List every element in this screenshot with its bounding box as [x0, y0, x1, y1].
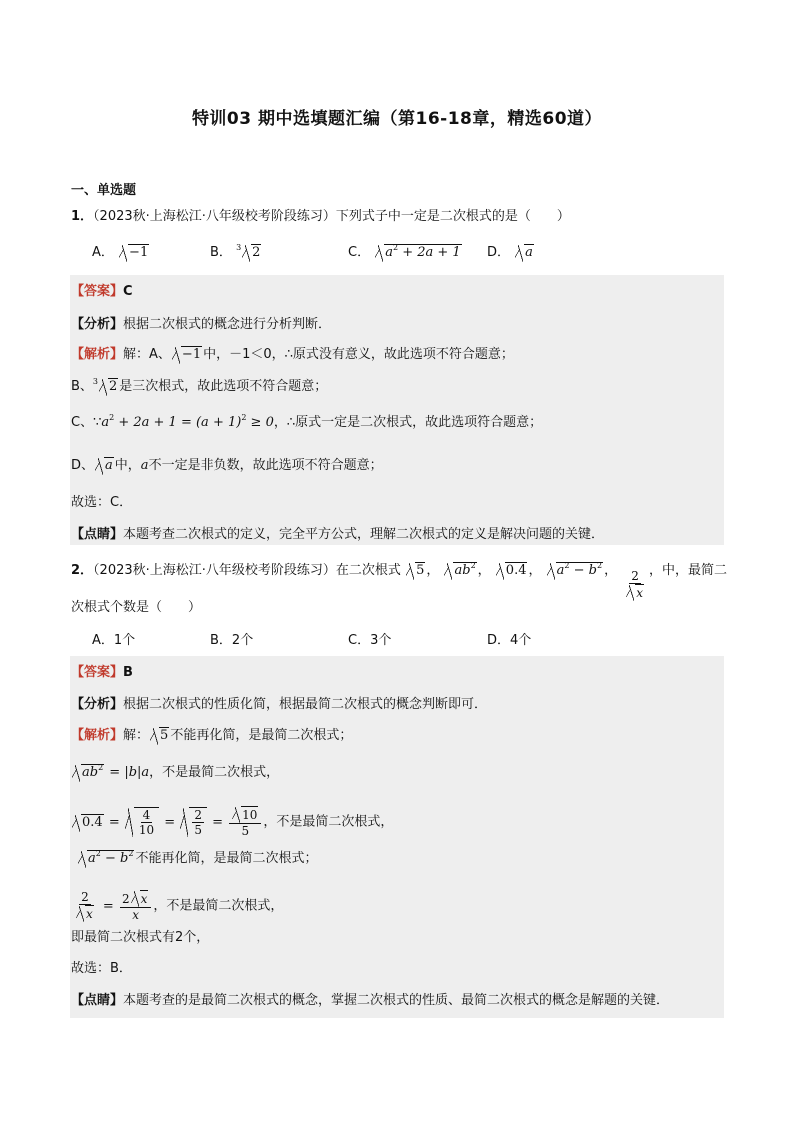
solution-line-6: 即最简二次根式有2个， — [71, 930, 210, 945]
option-b: B．2个 — [210, 633, 254, 648]
option-a: A． −1 — [92, 245, 149, 260]
cube-root-expression: $^3$ 2 — [236, 243, 261, 260]
choose-line: 故选：C． — [71, 495, 133, 510]
question-text: 下列式子中一定是二次根式的是（ ） — [335, 209, 570, 224]
solution-line-3: C、$\because a^2 + 2a + 1 = (a + 1)^2 \ge 0$，∴原式一定是二次根式，故此选项符合题意； — [71, 413, 543, 430]
solution-line-1: 【解析】解： 5 不能再化简，是最简二次根式； — [71, 728, 353, 743]
option-d: D．4个 — [487, 633, 532, 648]
solution-line-4: D、 a 中，a不一定是非负数，故此选项不符合题意； — [71, 458, 383, 473]
option-a: A．1个 — [92, 633, 136, 648]
option-b: B． $^3$ 2 — [210, 243, 261, 260]
question-number: 1． — [71, 209, 94, 224]
section-heading: 一、单选题 — [71, 183, 137, 198]
solution-line-1: 【解析】解：A、 −1 中，－1＜0，∴原式没有意义，故此选项不符合题意； — [71, 347, 514, 362]
perfect-square-formula: $a^2 + 2a + 1 = (a + 1)^2 \ge 0$ — [101, 413, 274, 430]
question-source: （2023秋·上海松江·八年级校考阶段练习） — [93, 209, 336, 224]
option-c: C． $a^2 + 2a + 1$ — [348, 243, 461, 260]
answer-line: 【答案】B — [71, 665, 133, 680]
question-1 — [71, 208, 570, 226]
sqrt-expression: $a^2 + 2a + 1$ — [375, 244, 461, 262]
sqrt-expression: −1 — [119, 244, 149, 262]
comment-line: 【点睛】本题考查二次根式的定义，完全平方公式，理解二次根式的定义是解决问题的关键． — [71, 527, 605, 542]
question-2-line-2: 次根式个数是（ ） — [71, 600, 202, 615]
choose-line: 故选：B． — [71, 961, 132, 976]
solution-line-4: $a^2 - b^2$ 不能再化简，是最简二次根式； — [77, 850, 317, 868]
question-2: 2．（2023秋·上海松江·八年级校考阶段练习）在二次根式 5 ， $ab^2$ ， 0.4 ， $a^2 - b^2$ ， $\frac{2}{x}$ ，中，最简二 — [71, 561, 727, 600]
solution-line-3: 0.4 = $\frac{4}{10}$ = $\frac{2}{5}$ = $\frac{10}{5}$ ，不是最简二次根式， — [71, 806, 393, 838]
answer-line: 【答案】C — [71, 284, 133, 299]
solution-line-5: $\frac{2}{x}$ = $\frac{2 x}{x}$ ，不是最简二次根式， — [71, 890, 283, 922]
comment-line: 【点睛】本题考查的是最简二次根式的概念，掌握二次根式的性质、最简二次根式的概念是解题的关键． — [71, 993, 670, 1008]
solution-line-2: $ab^2 = |b|a$，不是最简二次根式， — [71, 764, 279, 782]
question-source: （2023秋·上海松江·八年级校考阶段练习） — [93, 563, 336, 578]
analysis-line: 【分析】根据二次根式的概念进行分析判断． — [71, 317, 332, 332]
sqrt-expression: a — [515, 244, 534, 262]
option-c: C．3个 — [348, 633, 392, 648]
option-d: D． a — [487, 245, 533, 260]
page-title: 特训03 期中选填题汇编（第16-18章，精选60道） — [191, 109, 603, 129]
analysis-line: 【分析】根据二次根式的性质化简，根据最简二次根式的概念判断即可． — [71, 697, 488, 712]
solution-line-2: B、$^3$ 2 是三次根式，故此选项不符合题意； — [71, 377, 328, 394]
question-number: 2． — [71, 563, 94, 578]
